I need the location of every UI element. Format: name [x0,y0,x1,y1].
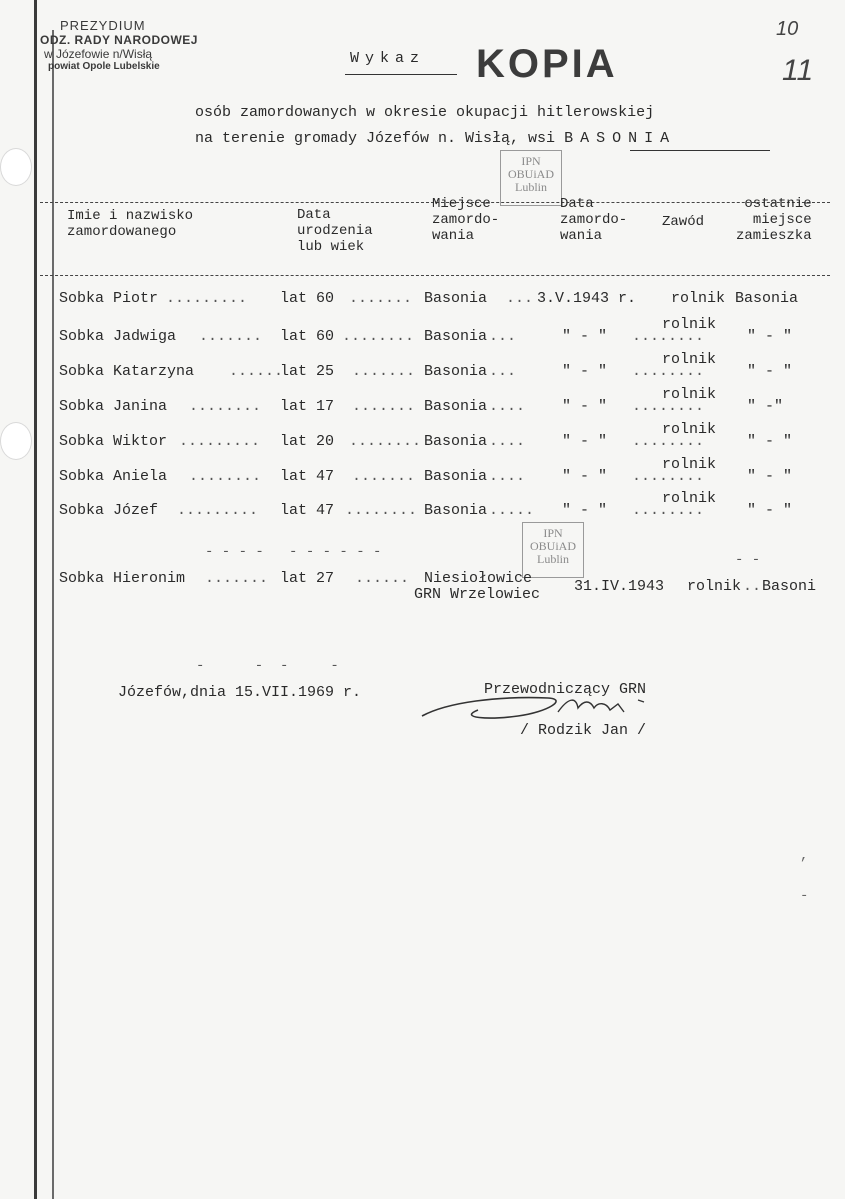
cell-date: " - " [562,468,608,485]
cell-occupation: rolnik [671,290,726,307]
signer-name: / Rodzik Jan / [520,722,647,739]
village-name: BASONIA [564,130,677,147]
cell-date: " - " [562,363,608,380]
cell-age: lat 47 [280,468,335,485]
stamp-line: powiat Opole Lubelskie [48,61,160,72]
dot-leader: ........ [349,433,422,450]
copy-stamp: KOPIA [476,42,618,86]
scan-speck: - [800,888,809,904]
dot-leader: ......... [166,290,248,307]
dot-leader: ........ [632,398,705,415]
dot-leader: ... [506,290,534,307]
cell-place: Basonia [424,328,488,345]
dot-leader: ....... [349,290,413,307]
dot-leader: ......... [179,433,261,450]
archive-stamp-line: OBUiAD [507,167,554,181]
header-residence: ostatnie miejsce zamieszka [736,196,812,244]
header-birth: Data urodzenia lub wiek [297,207,373,255]
cell-occupation: rolnik [662,386,717,403]
cell-name: Sobka Aniela [59,468,168,485]
cell-residence: " -" [747,398,784,415]
dot-leader: ........ [632,468,705,485]
table-rule-bottom [40,275,830,276]
cell-name: Sobka Janina [59,398,168,415]
archive-stamp-line: Lublin [537,552,569,566]
archive-stamp [500,150,562,206]
dot-leader: ..... [489,502,535,519]
village-underline [630,150,770,151]
separator-dashes: - - - - - - - - - - [205,544,382,560]
cell-occupation: rolnik [662,490,717,507]
cell-occupation: rolnik [662,316,717,333]
place-and-date: Józefów,dnia 15.VII.1969 r. [118,684,362,701]
scan-speck: , [800,848,809,864]
dot-leader: ......... [177,502,259,519]
dot-leader: ...... [355,570,410,587]
dot-leader: ........ [189,468,262,485]
cell-name: Sobka Piotr [59,290,159,307]
archive-stamp-line: Lublin [515,180,547,194]
cell-age: lat 20 [280,433,335,450]
dot-leader: ....... [205,570,269,587]
cell-name: Sobka Wiktor [59,433,168,450]
cell-date: " - " [562,398,608,415]
archive-stamp-line: OBUiAD [529,539,576,553]
institution-stamp [40,18,198,72]
binding-edge-inner [52,30,54,1199]
cell-residence: " - " [747,433,793,450]
dot-leader: ........ [632,433,705,450]
cell-age: lat 60 [280,328,335,345]
dot-leader: ... [489,363,517,380]
cell-place: Basonia [424,363,488,380]
separator-dashes: - - [735,552,761,568]
cell-place: Niesiołowice [424,570,533,587]
cell-residence: Basoni [762,578,817,595]
cell-date: " - " [562,328,608,345]
dot-leader: ........ [342,328,415,345]
cell-occupation: rolnik [662,456,717,473]
cell-date: " - " [562,502,608,519]
cell-age: lat 47 [280,502,335,519]
cell-place: Basonia [424,433,488,450]
separator-dashes: - - - - [196,658,339,674]
cell-place-detail: GRN Wrzelowiec [414,586,541,603]
cell-residence: " - " [747,363,793,380]
cell-occupation: rolnik [662,421,717,438]
dot-leader: ....... [352,468,416,485]
cell-age: lat 60 [280,290,335,307]
archive-stamp-line: IPN [521,154,541,168]
dot-leader: .... [489,433,526,450]
dot-leader: ... [489,328,517,345]
header-place: Miejsce zamordo- wania [432,196,500,244]
cell-date: 31.IV.1943 [574,578,665,595]
binding-edge [34,0,37,1199]
signer-title: Przewodniczący GRN [484,681,647,698]
cell-name: Sobka Józef [59,502,159,519]
punch-hole [0,422,32,460]
cell-residence: " - " [747,468,793,485]
dot-leader: .. [743,578,762,595]
header-date: Data zamordo- wania [560,196,628,244]
cell-age: lat 17 [280,398,335,415]
title-underline [345,74,457,75]
subtitle-line-1: osób zamordowanych w okresie okupacji hitlerowskiej [195,104,655,121]
dot-leader: .... [489,398,526,415]
cell-age: lat 27 [280,570,335,587]
dot-leader: ........ [189,398,262,415]
dot-leader: ....... [352,398,416,415]
dot-leader: ........ [632,363,705,380]
cell-date: 3.V.1943 r. [537,290,637,307]
cell-place: Basonia [424,502,488,519]
subtitle-prefix: na terenie gromady Józefów n. Wisłą, wsi [195,130,565,147]
header-name: Imie i nazwisko zamordowanego [67,208,194,240]
dot-leader: ...... [229,363,284,380]
document-title: Wykaz [350,50,426,67]
header-occupation: Zawód [662,214,705,230]
cell-place: Basonia [424,468,488,485]
dot-leader: ....... [199,328,263,345]
stamp-line: PREZYDIUM [60,18,146,33]
cell-place: Basonia [424,398,488,415]
dot-leader: ....... [352,363,416,380]
cell-residence: " - " [747,502,793,519]
dot-leader: ........ [632,328,705,345]
page-number-lower: 11 [782,54,814,87]
dot-leader: ........ [345,502,418,519]
subtitle-line-2 [195,130,676,147]
cell-name: Sobka Jadwiga [59,328,177,345]
cell-date: " - " [562,433,608,450]
cell-age: lat 25 [280,363,335,380]
cell-name: Sobka Katarzyna [59,363,195,380]
dot-leader: .... [489,468,526,485]
archive-stamp-line: IPN [543,526,563,540]
page-number-upper: 10 [776,18,799,40]
cell-place: Basonia [424,290,488,307]
cell-residence: " - " [747,328,793,345]
cell-residence: Basonia [735,290,799,307]
punch-hole [0,148,32,186]
dot-leader: ........ [632,502,705,519]
cell-occupation: rolnik [662,351,717,368]
cell-occupation: rolnik [687,578,742,595]
stamp-line: ODZ. RADY NARODOWEJ [40,33,198,47]
stamp-line: w Józefowie n/Wisłą [44,47,153,61]
cell-name: Sobka Hieronim [59,570,186,587]
